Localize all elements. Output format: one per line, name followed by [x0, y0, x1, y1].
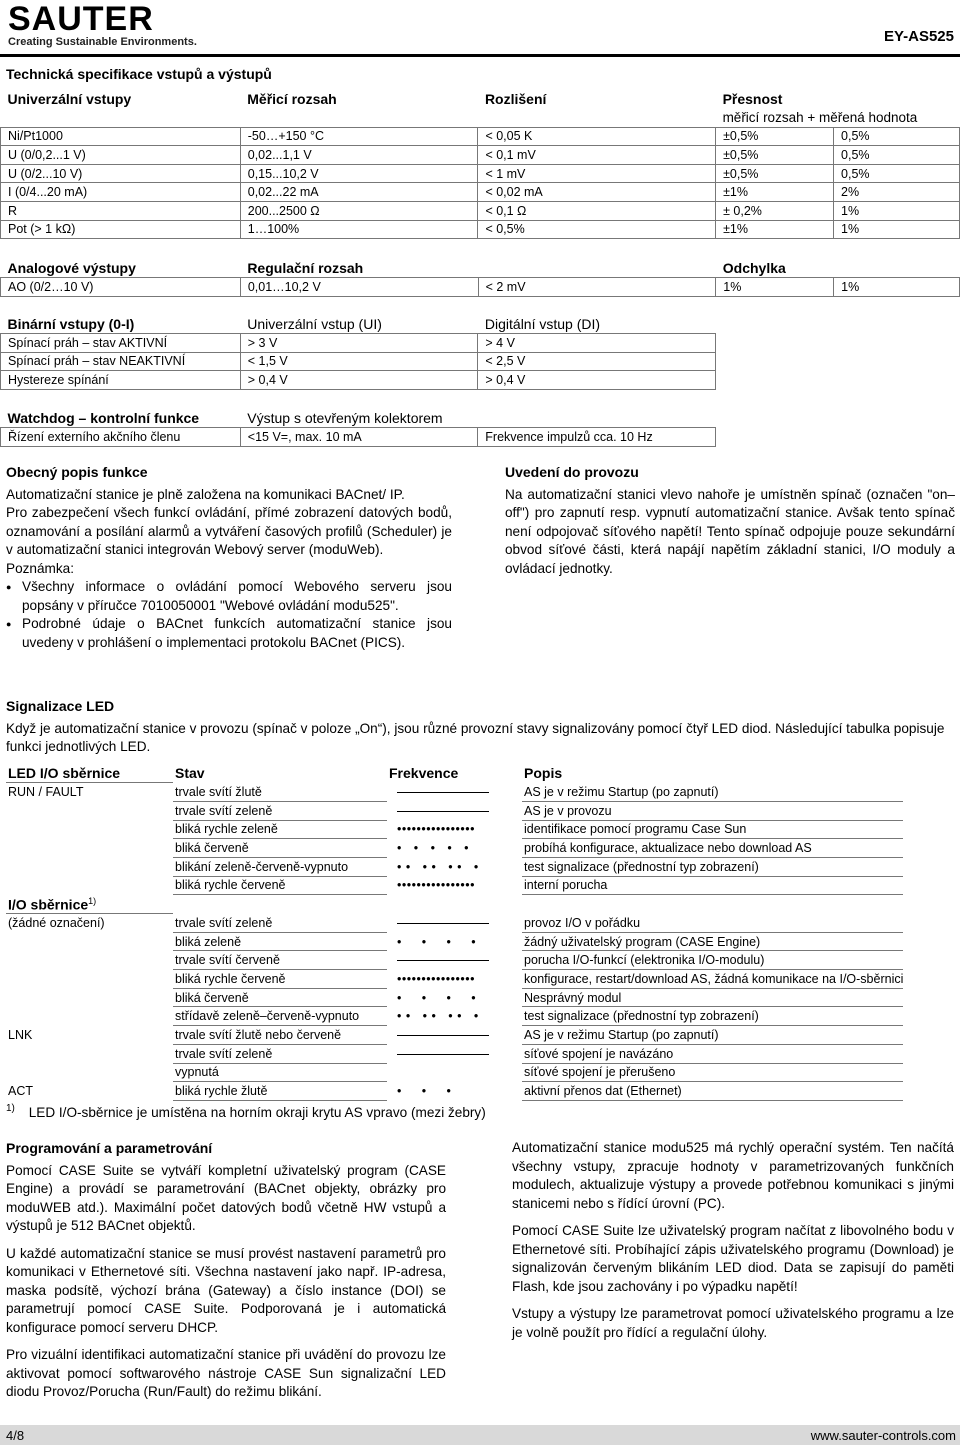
paragraph: Pomocí CASE Suite se vytváří kompletní uživatelský program (CASE Engine) a provádí se parametrování (BACnet objekty, obrázky pro moduWEB atd.). Maximální počet datových bodů včetně HW vstupů a výstupů je 512 BACnet objektů.: [6, 1162, 446, 1233]
led-row: [6, 951, 903, 970]
header-rule: [0, 54, 960, 57]
led-frequency: [387, 1063, 522, 1082]
table-cell: 0,5%: [834, 146, 960, 165]
table-cell: 0,5%: [834, 164, 960, 183]
steady-line-icon: [397, 811, 489, 812]
led-frequency: [387, 1044, 522, 1063]
led-state: střídavě zeleně–červeně-vypnuto: [173, 1007, 387, 1026]
steady-line-icon: [397, 960, 489, 961]
led-row: [6, 876, 903, 895]
led-description: aktivní přenos dat (Ethernet): [522, 1082, 903, 1101]
led-frequency: [387, 1026, 522, 1045]
section-title: Signalizace LED: [6, 698, 115, 714]
led-state: vypnutá: [173, 1063, 387, 1082]
led-frequency: • • • •: [397, 934, 477, 949]
paragraph: Vstupy a výstupy lze parametrovat pomocí uživatelského programu a lze je volně použít pro řídící a regulační úlohy.: [512, 1306, 954, 1340]
note-label: Poznámka:: [6, 560, 75, 576]
footer-link[interactable]: www.sauter-controls.com: [810, 1428, 956, 1443]
led-frequency: • • •: [397, 1084, 452, 1099]
table-row: [1, 202, 960, 221]
led-footnote: $^{1)}$ LED I/O-sběrnice je umístěna na horním okraji krytu AS vpravo (mezi žebry): [6, 1103, 486, 1120]
bullet-item: ● Všechny informace o ovládání pomocí Webového serveru jsou popsány v příručce 7010050001 "Webové ovládání modu525".: [6, 578, 452, 615]
led-row: [6, 857, 903, 876]
table-cell: Řízení externího akčního členu: [1, 428, 241, 447]
table-row: [1, 352, 716, 371]
led-state: trvale svítí zeleně: [173, 914, 387, 933]
led-name: ACT: [8, 1084, 33, 1099]
watchdog-table: [0, 409, 716, 447]
led-name: [6, 951, 173, 970]
col-header: Binární vstupy (0-I): [7, 316, 135, 333]
table-row: [1, 371, 716, 390]
table-cell: Hystereze spínání: [1, 371, 241, 390]
led-row: [6, 988, 903, 1007]
steady-line-icon: [397, 1035, 489, 1036]
led-name: [6, 801, 173, 820]
led-state: trvale svítí červeně: [173, 951, 387, 970]
led-description: porucha I/O-funkcí (elektronika I/O-modulu): [522, 951, 903, 970]
universal-inputs-table: [0, 90, 960, 239]
col-header: Watchdog – kontrolní funkce: [7, 410, 200, 427]
table-cell: Frekvence impulzů cca. 10 Hz: [478, 428, 716, 447]
led-description: AS je v provozu: [522, 801, 903, 820]
table-cell: AO (0/2…10 V): [1, 278, 241, 297]
led-row: [6, 1007, 903, 1026]
led-frequency: • • • • • • •: [397, 1009, 479, 1024]
led-name: [6, 876, 173, 895]
led-description: test signalizace (přednostní typ zobrazení): [522, 1007, 903, 1026]
col-header: Popis: [524, 765, 563, 782]
led-name: [6, 988, 173, 1007]
table-cell: > 4 V: [478, 334, 716, 353]
led-row: [6, 801, 903, 820]
led-state: blikání zeleně-červeně-vypnuto: [173, 857, 387, 876]
company-tagline: Creating Sustainable Environments.: [8, 36, 197, 48]
page-number: 4/8: [6, 1428, 25, 1443]
led-state: bliká červeně: [173, 839, 387, 858]
table-cell: I (0/4...20 mA): [1, 183, 241, 202]
led-row: [6, 1063, 903, 1082]
table-cell: 1…100%: [240, 220, 478, 239]
led-description: síťové spojení je navázáno: [522, 1044, 903, 1063]
led-row: [6, 1026, 903, 1045]
table-cell: 0,5%: [834, 127, 960, 146]
col-header: LED I/O sběrnice: [6, 764, 173, 783]
table-cell: 200...2500 Ω: [240, 202, 478, 221]
led-description: Nesprávný modul: [522, 988, 903, 1007]
table-cell: > 0,4 V: [240, 371, 478, 390]
col-header: [478, 259, 716, 278]
led-state: bliká rychle zeleně: [173, 820, 387, 839]
col-header: Výstup s otevřeným kolektorem: [247, 410, 443, 427]
col-header: Regulační rozsah: [247, 260, 364, 277]
section-title: Uvedení do provozu: [505, 464, 639, 480]
table-row: [1, 127, 960, 146]
paragraph: Pro zabezpečení všech funkcí ovládání, přímé zobrazení datových bodů, oznamování a posílání alarmů a vytváření časových profilů (Scheduler) je v automatizační stanici integrován Webový server (moduWeb).: [6, 505, 452, 557]
paragraph: Pro vizuální identifikaci automatizační stanice při uvádění do provozu lze aktivovat pomocí softwarového nástroje CASE Sun signalizační LED diodu Provoz/Porucha (Run/Fault) do režimu blikání.: [6, 1347, 446, 1399]
table-cell: Ni/Pt1000: [1, 127, 241, 146]
io-bus-header: I/O sběrnice$^{1)}$: [6, 895, 173, 914]
table-cell: < 1 mV: [478, 164, 716, 183]
led-table: [6, 764, 903, 1101]
table-cell: Spínací práh – stav NEAKTIVNÍ: [1, 352, 241, 371]
table-cell: R: [1, 202, 241, 221]
led-frequency: [387, 951, 522, 970]
led-row: [6, 1044, 903, 1063]
table-cell: 1%: [834, 202, 960, 221]
led-state: trvale svítí žlutě: [173, 783, 387, 802]
led-frequency: [387, 801, 522, 820]
table-cell: ±0,5%: [716, 127, 834, 146]
table-cell: < 0,1 Ω: [478, 202, 716, 221]
programming-right: [512, 1139, 954, 1342]
led-description: AS je v režimu Startup (po zapnutí): [522, 783, 903, 802]
table-row: [1, 334, 716, 353]
table-row: [1, 146, 960, 165]
led-name: [6, 820, 173, 839]
led-state: trvale svítí zeleně: [173, 1044, 387, 1063]
table-cell: Pot (> 1 kΩ): [1, 220, 241, 239]
paragraph: Na automatizační stanici vlevo nahoře je umístněn spínač (označen "on–off") pro zapnutí resp. vypnutí automatizační stanice. Avšak tento spínač není odpojovač síťového napětí! Tento spínač odpojuje pouze sekundární obvod síťové části, která napájí napětím základní stanici, I/O moduly a ovládací jednotky.: [505, 486, 955, 576]
table-cell: 2%: [834, 183, 960, 202]
programming-left: [6, 1139, 446, 1402]
accuracy-subheader: měřicí rozsah + měřená hodnota: [722, 110, 918, 126]
led-description: konfigurace, restart/download AS, žádná komunikace na I/O-sběrnici: [522, 970, 903, 989]
led-state: bliká zeleně: [173, 932, 387, 951]
led-description: identifikace pomocí programu Case Sun: [522, 820, 903, 839]
section-title: Obecný popis funkce: [6, 464, 148, 480]
led-state: trvale svítí zeleně: [173, 801, 387, 820]
led-description: žádný uživatelský program (CASE Engine): [522, 932, 903, 951]
led-frequency: ••••••••••••••••: [397, 971, 476, 986]
led-frequency: [387, 914, 522, 933]
led-frequency: [387, 783, 522, 802]
led-description: interní porucha: [522, 876, 903, 895]
led-frequency: • • • • • • •: [397, 859, 479, 874]
paragraph: U každé automatizační stanice se musí provést nastavení parametrů pro komunikaci v Ethernetové síti. Všechna nastavení jako např. IP-adresa, maska podsítě, výchozí brána (Gateway) a číslo instance (DOI) se parametrují pomocí CASE Suite. Podporovaná je i automatická konfigurace pomocí serveru DHCP.: [6, 1245, 446, 1335]
led-row: [6, 820, 903, 839]
table-cell: ±1%: [716, 220, 834, 239]
table-cell: < 1,5 V: [240, 352, 478, 371]
table-cell: ±0,5%: [716, 146, 834, 165]
table-row: [1, 278, 960, 297]
table-cell: -50…+150 °C: [240, 127, 478, 146]
led-row: [6, 914, 903, 933]
commissioning-section: [505, 463, 955, 578]
table-cell: <15 V=, max. 10 mA: [240, 428, 477, 447]
document-code: EY-AS525: [883, 28, 954, 45]
table-cell: 0,01…10,2 V: [240, 278, 478, 297]
table-cell: U (0/2...10 V): [1, 164, 241, 183]
col-header: Frekvence: [389, 765, 459, 782]
led-description: test signalizace (přednostní typ zobrazení): [522, 857, 903, 876]
table-cell: < 2,5 V: [478, 352, 716, 371]
analog-outputs-table: [0, 259, 960, 297]
led-name: [6, 839, 173, 858]
led-state: bliká rychle červeně: [173, 876, 387, 895]
table-cell: > 0,4 V: [478, 371, 716, 390]
table-cell: > 3 V: [240, 334, 478, 353]
led-row: [6, 932, 903, 951]
led-name: RUN / FAULT: [8, 785, 84, 800]
table-row: [1, 183, 960, 202]
led-frequency: ••••••••••••••••: [397, 878, 476, 893]
led-description: probíhá konfigurace, aktualizace nebo download AS: [522, 839, 903, 858]
led-description: provoz I/O v pořádku: [522, 914, 903, 933]
led-state: bliká rychle červeně: [173, 970, 387, 989]
company-logo: SAUTER: [8, 0, 154, 38]
table-cell: ± 0,2%: [716, 202, 834, 221]
section-title: Programování a parametrování: [6, 1140, 213, 1156]
col-header: Analogové výstupy: [7, 260, 136, 277]
col-header: Rozlišení: [484, 91, 547, 108]
led-description: AS je v režimu Startup (po zapnutí): [522, 1026, 903, 1045]
col-header: Stav: [175, 765, 205, 782]
led-row: [6, 839, 903, 858]
table-cell: Spínací práh – stav AKTIVNÍ: [1, 334, 241, 353]
led-frequency: ••••••••••••••••: [397, 822, 476, 837]
led-state: trvale svítí žlutě nebo červeně: [173, 1026, 387, 1045]
led-row: [6, 783, 903, 802]
table-cell: 0,02...22 mA: [240, 183, 478, 202]
table-cell: ±0,5%: [716, 164, 834, 183]
paragraph: Automatizační stanice modu525 má rychlý operační systém. Ten načítá všechny vstupy, zpracuje hodnoty v parametrizovaných funkčních modulech, aktualizuje výstupy a provede potřebnou komunikaci s jinými stanicemi nebo s řídící úrovní (PC).: [512, 1140, 954, 1211]
col-header: Odchylka: [722, 260, 786, 277]
table-cell: < 0,5%: [478, 220, 716, 239]
steady-line-icon: [397, 1054, 489, 1055]
led-row: [6, 970, 903, 989]
steady-line-icon: [397, 923, 489, 924]
table-cell: < 2 mV: [478, 278, 716, 297]
table-cell: 0,02...1,1 V: [240, 146, 478, 165]
led-name: LNK: [8, 1027, 33, 1042]
col-header: Univerzální vstupy: [7, 91, 132, 108]
col-header: Měřicí rozsah: [247, 91, 337, 108]
col-header: Digitální vstup (DI): [484, 316, 601, 333]
table-cell: 1%: [834, 220, 960, 239]
table-cell: 0,15...10,2 V: [240, 164, 478, 183]
table-row: [1, 220, 960, 239]
general-section: [6, 463, 452, 652]
table-cell: < 0,1 mV: [478, 146, 716, 165]
led-name: [6, 1063, 173, 1082]
led-row: [6, 1082, 903, 1101]
led-state: bliká rychle žlutě: [173, 1082, 387, 1101]
table-cell: ±1%: [716, 183, 834, 202]
col-header: Univerzální vstup (UI): [247, 316, 382, 333]
led-name: [6, 1044, 173, 1063]
binary-inputs-table: [0, 315, 716, 390]
table-cell: < 0,05 K: [478, 127, 716, 146]
table-cell: < 0,02 mA: [478, 183, 716, 202]
led-description: síťové spojení je přerušeno: [522, 1063, 903, 1082]
paragraph: Pomocí CASE Suite lze uživatelský program načítat z libovolného bodu v Ethernetové síti. Probíhající zápis uživatelského programu (Download) je signalizován červeným blikáním LED diod. Data se zapisují do paměti Flash, kde jsou zachovány i po výpadku napětí!: [512, 1223, 954, 1294]
table-cell: U (0/0,2...1 V): [1, 146, 241, 165]
led-name: [6, 857, 173, 876]
table-row: [1, 164, 960, 183]
paragraph: Když je automatizační stanice v provozu (spínač v poloze „On“), jsou různé provozní stavy signalizovány pomocí čtyř LED diod. Následující tabulka popisuje funkci jednotlivých LED.: [6, 720, 945, 754]
led-name: (žádné označení): [8, 916, 105, 931]
led-frequency: • • • • •: [397, 841, 470, 856]
spec-title: Technická specifikace vstupů a výstupů: [6, 66, 272, 82]
col-header: Přesnost: [722, 91, 783, 108]
led-name: [6, 1007, 173, 1026]
steady-line-icon: [397, 792, 489, 793]
led-state: bliká červeně: [173, 988, 387, 1007]
led-frequency: • • • •: [397, 990, 477, 1005]
led-section: [6, 697, 956, 757]
led-name: [6, 970, 173, 989]
table-cell: 1%: [716, 278, 834, 297]
bullet-item: ● Podrobné údaje o BACnet funkcích automatizační stanice jsou uvedeny v prohlášení o implementaci protokolu BACnet (PICS).: [6, 615, 452, 652]
table-cell: 1%: [834, 278, 960, 297]
led-name: [6, 932, 173, 951]
paragraph: Automatizační stanice je plně založena na komunikaci BACnet/ IP.: [6, 486, 405, 502]
